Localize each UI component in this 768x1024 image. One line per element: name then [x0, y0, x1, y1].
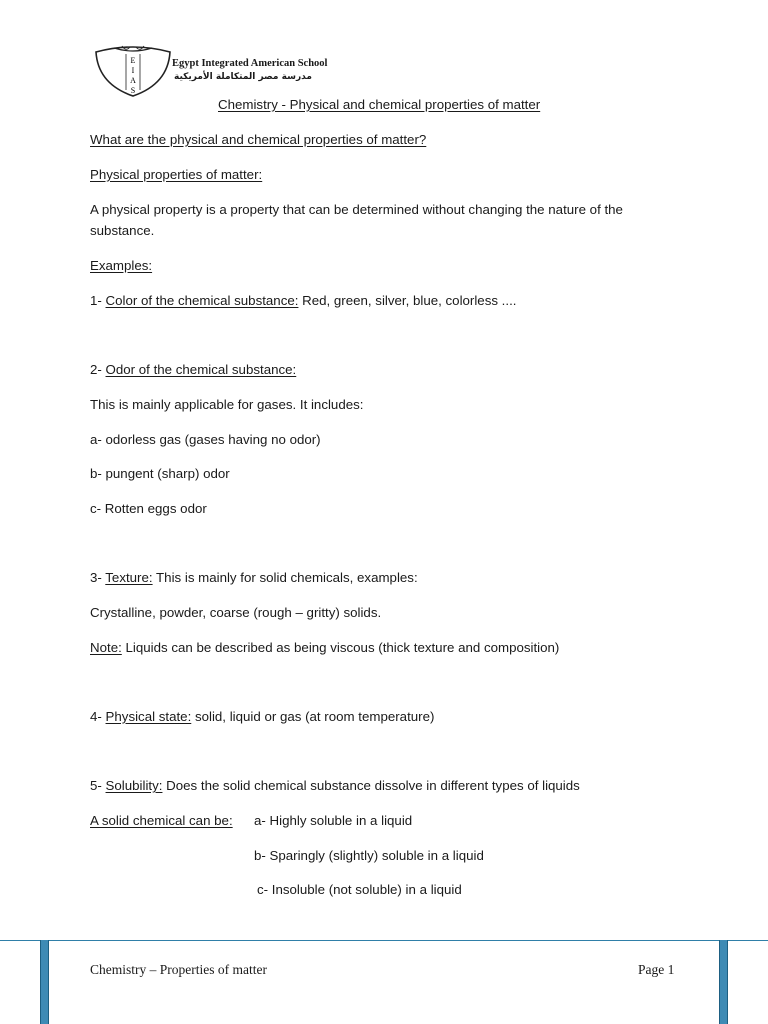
school-name-ar: مدرسة مصر المتكاملة الأمريكية	[174, 72, 312, 82]
physical-properties-heading: Physical properties of matter:	[90, 167, 263, 182]
logo-letter-i: I	[131, 66, 135, 75]
logo-letter-e: E	[130, 56, 136, 65]
item-odor	[90, 362, 296, 378]
note-text: Liquids can be described as being viscous (thick texture and composition)	[121, 640, 560, 655]
odor-a: a- odorless gas (gases having no odor)	[90, 432, 321, 447]
item-physical-state	[90, 709, 434, 725]
item-number: 4-	[90, 709, 106, 724]
item-label: Physical state:	[105, 709, 192, 724]
logo-letter-s: S	[130, 86, 136, 95]
page-number: Page 1	[638, 962, 675, 977]
footer-title: Chemistry – Properties of matter	[90, 962, 267, 977]
item-number: 3-	[90, 570, 106, 585]
logo-letter-a: A	[130, 76, 136, 85]
page-title: Chemistry - Physical and chemical properties of matter	[218, 97, 541, 112]
question-heading: What are the physical and chemical properties of matter?	[90, 132, 427, 147]
item-number: 2-	[90, 362, 106, 377]
item-label: Odor of the chemical substance:	[105, 362, 297, 377]
item-label: Texture:	[105, 570, 153, 585]
item-label: Solubility:	[105, 778, 163, 793]
examples-label: Examples:	[90, 258, 153, 273]
item-text: Does the solid chemical substance dissolve in different types of liquids	[162, 778, 580, 793]
item-color	[90, 293, 516, 309]
footer-left-bar	[40, 940, 49, 1024]
solubility-c: c- Insoluble (not soluble) in a liquid	[257, 882, 462, 897]
item-text: solid, liquid or gas (at room temperature)	[191, 709, 435, 724]
note-line	[90, 640, 559, 656]
item-text: This is mainly for solid chemicals, examples:	[152, 570, 418, 585]
solubility-b: b- Sparingly (slightly) soluble in a liquid	[254, 848, 484, 863]
school-name-en: Egypt Integrated American School	[172, 58, 328, 69]
texture-examples: Crystalline, powder, coarse (rough – gritty) solids.	[90, 605, 382, 620]
item-number: 5-	[90, 778, 106, 793]
solubility-a: a- Highly soluble in a liquid	[254, 813, 413, 828]
item-texture	[90, 570, 418, 586]
item-label: Color of the chemical substance:	[105, 293, 299, 308]
solid-chemical-label: A solid chemical can be:	[90, 813, 233, 828]
item-solubility	[90, 778, 580, 794]
odor-intro: This is mainly applicable for gases. It includes:	[90, 397, 364, 412]
footer-divider	[0, 940, 768, 941]
odor-c: c- Rotten eggs odor	[90, 501, 207, 516]
note-label: Note:	[90, 640, 122, 655]
footer-right-bar	[719, 940, 728, 1024]
item-number: 1-	[90, 293, 106, 308]
school-logo	[92, 44, 174, 98]
definition-line-2: substance.	[90, 223, 155, 238]
odor-b: b- pungent (sharp) odor	[90, 466, 230, 481]
item-text: Red, green, silver, blue, colorless ....	[298, 293, 517, 308]
definition-line-1: A physical property is a property that can be determined without changing the nature of the	[90, 202, 623, 217]
